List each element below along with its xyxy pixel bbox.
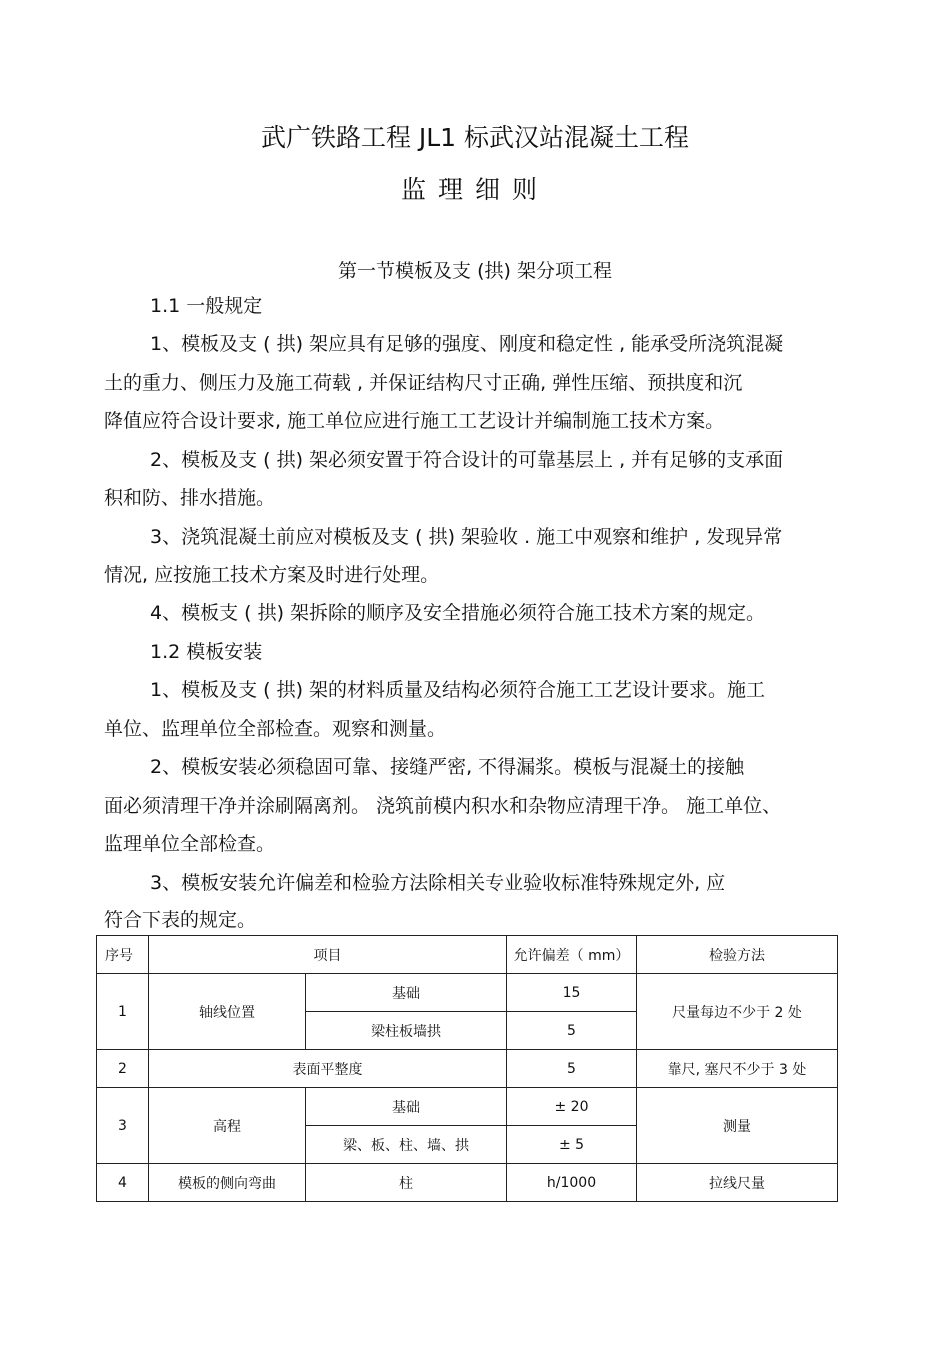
paragraph-6-line-1: 2、模板安装必须稳固可靠、接缝严密, 不得漏浆。模板与混凝土的接触: [150, 756, 745, 778]
cell-tolerance: 5: [507, 1012, 637, 1050]
paragraph-1-line-3: 降值应符合设计要求, 施工单位应进行施工工艺设计并编制施工技术方案。: [104, 410, 725, 432]
cell-tolerance: h/1000: [507, 1164, 637, 1202]
cell-tolerance: 5: [507, 1050, 637, 1088]
cell-tolerance: ± 5: [507, 1126, 637, 1164]
paragraph-3-line-1: 3、浇筑混凝土前应对模板及支 ( 拱) 架验收 . 施工中观察和维护 , 发现异常: [150, 526, 783, 548]
cell-method: 拉线尺量: [637, 1164, 838, 1202]
cell-no: 1: [97, 974, 149, 1050]
paragraph-3-line-2: 情况, 应按施工技术方案及时进行处理。: [104, 564, 440, 586]
cell-no: 3: [97, 1088, 149, 1164]
header-no: 序号: [97, 936, 149, 974]
cell-no: 2: [97, 1050, 149, 1088]
table-row: [97, 974, 838, 1012]
cell-item: 轴线位置: [149, 974, 306, 1050]
cell-subitem: 基础: [306, 1088, 507, 1126]
cell-subitem: 柱: [306, 1164, 507, 1202]
paragraph-6-line-2: 面必须清理干净并涂刷隔离剂。 浇筑前模内积水和杂物应清理干净。 施工单位、: [104, 795, 782, 817]
table-row: [97, 1088, 838, 1126]
paragraph-7-line-2: 符合下表的规定。: [104, 909, 257, 931]
cell-method: 靠尺, 塞尺不少于 3 处: [637, 1050, 838, 1088]
tolerance-table: [96, 935, 838, 1202]
cell-tolerance: 15: [507, 974, 637, 1012]
cell-item: 表面平整度: [149, 1050, 507, 1088]
cell-method: 测量: [637, 1088, 838, 1164]
header-item: 项目: [149, 936, 507, 974]
document-subtitle: 监理细则: [400, 175, 549, 204]
table-header-row: [97, 936, 838, 974]
table-row: [97, 1050, 838, 1088]
paragraph-1-line-2: 土的重力、侧压力及施工荷载 , 并保证结构尺寸正确, 弹性压缩、预拱度和沉: [104, 372, 743, 394]
cell-subitem: 基础: [306, 974, 507, 1012]
document-title: 武广铁路工程 JL1 标武汉站混凝土工程: [260, 123, 690, 152]
header-method: 检验方法: [637, 936, 838, 974]
paragraph-7-line-1: 3、模板安装允许偏差和检验方法除相关专业验收标准特殊规定外, 应: [150, 872, 726, 894]
paragraph-6-line-3: 监理单位全部检查。: [104, 833, 276, 855]
paragraph-1-line-1: 1、模板及支 ( 拱) 架应具有足够的强度、刚度和稳定性 , 能承受所浇筑混凝: [150, 333, 784, 355]
header-tolerance: 允许偏差（ mm）: [507, 936, 637, 974]
cell-item: 模板的侧向弯曲: [149, 1164, 306, 1202]
table-row: [97, 1164, 838, 1202]
paragraph-5-line-1: 1、模板及支 ( 拱) 架的材料质量及结构必须符合施工工艺设计要求。施工: [150, 679, 766, 701]
paragraph-5-line-2: 单位、监理单位全部检查。观察和测量。: [104, 718, 447, 740]
paragraph-4: 4、模板支 ( 拱) 架拆除的顺序及安全措施必须符合施工技术方案的规定。: [150, 602, 766, 624]
cell-subitem: 梁、板、柱、墙、拱: [306, 1126, 507, 1164]
subsection-heading-general: 1.1 一般规定: [150, 295, 263, 317]
cell-method: 尺量每边不少于 2 处: [637, 974, 838, 1050]
cell-tolerance: ± 20: [507, 1088, 637, 1126]
cell-subitem: 梁柱板墙拱: [306, 1012, 507, 1050]
section-title: 第一节模板及支 (拱) 架分项工程: [338, 260, 612, 282]
cell-item: 高程: [149, 1088, 306, 1164]
paragraph-2-line-2: 积和防、排水措施。: [104, 487, 276, 509]
subsection-heading-installation: 1.2 模板安装: [150, 641, 263, 663]
cell-no: 4: [97, 1164, 149, 1202]
paragraph-2-line-1: 2、模板及支 ( 拱) 架必须安置于符合设计的可靠基层上 , 并有足够的支承面: [150, 449, 784, 471]
